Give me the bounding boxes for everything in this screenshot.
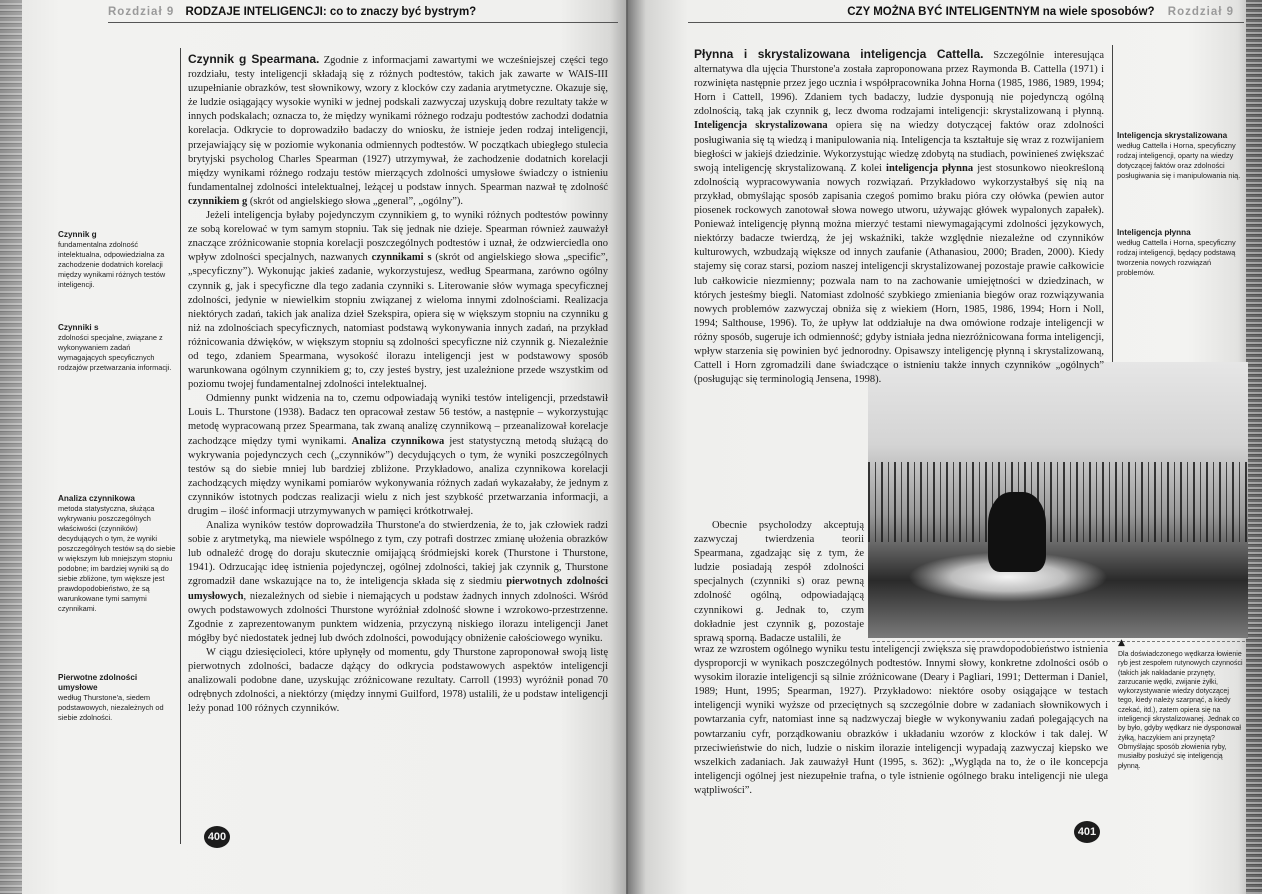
text-run: jest stosunkowo nieokreśloną zdolnością wypracowywania nowych rozwiązań. Przykładowo wykorzystałbyś się nią na przykład, obmyślając sposób zapisania czegoś pomimo braku pióra czy ołówka (pewien autor piosenek rockowych zanotował słowa nowego utworu, używając główek wypalonych zapałek). Ponieważ inteligencję płynną można mierzyć testami niewymagającymi zdolności językowych, niektórzy badacze twierdzą, że jej wskaźniki, także względnie niezależne od czynników kulturowych, wzbudzają większe od innych zaufanie (Athanasiou, 2000; Braden, 2000). Kiedy stajemy się coraz starsi, poziom naszej inteligencji skrystalizowanej pozostaje prawie całkowicie lub całkowicie niezmienny; pozwala nam to na zachowanie umiejętności w dziedzinach, w których jesteśmy biegli. Natomiast zdolność szybkiego zmieniania biegów oraz rozwiązywania nowych problemów zazwyczaj obniża się z wiekiem (Horn, 1985, 1986, 1994; Horn i Noll, 1994; Salthouse, 1996). To, że upływ lat oddziałuje na dwa omówione rodzaje inteligencji w różny sposób, sugeruje ich odmienność; gdyby istniała jedna niezróżnicowana forma inteligencji, wpływ starzenia się powinien być jednorodny. Opisawszy inteligencję płynną i skrystalizowaną, Cattell i Horn zgromadzili dane świadczące o istnieniu także innych czynników „ogólnych” (posługując się terminologią Jensena, 1998). [694,162,1105,386]
text-run: Zgodnie z informacjami zawartymi we wcześniejszej części tego rozdziału, testy inteligencji składają się z różnych podtestów, takich jak zawarte w WAIS-III uzupełnianie obrazków, test słownikowy, wzory z klocków czy zadania arytmetyczne. Okazuje się, że ludzie osiągający wysokie wyniki w jednej podskali zazwyczaj uzyskują dobre rezultaty także w innych podskalach; oznacza to, że między wynikami różnego rodzaju podtestów zachodzi dodatnia korelacja. Odkrycie to doprowadziło badaczy do wniosku, że istnieje jeden rodzaj inteligencji, przejawiający się w poziomie wykonania odmiennych podtestów. W początkach ubiegłego stulecia brytyjski psycholog Charles Spearman (1927) utrzymywał, że zachodzenie dodatnich korelacji między wynikami różnego rodzaju testów mierzących zdolności umysłowe świadczy o istnieniu fundamentalnej zdolności intelektualnej, leżącej u podstaw innych. Spearman nazwał tę zdolność [188,55,609,193]
right-body-text-below [694,643,1108,798]
text-run: (skrót od angielskiego słowa „general”, „ogólny”). [247,195,463,207]
bold-term: Inteligencja skrystalizowana [694,120,828,132]
margin-note-body: według Cattella i Horna, specyficzny rodzaj inteligencji, będący podstawą tworzenia nowych rozwiązań problemów. [1117,238,1236,277]
right-body-text [694,47,1104,387]
margin-note-title: Inteligencja skrystalizowana [1117,131,1228,140]
margin-note-czynniki-s [58,323,176,373]
paragraph-runs [188,647,608,714]
body-paragraph [188,392,608,519]
right-column-divider [1112,45,1113,365]
text-run: jest statystyczną metodą służącą do wykrywania pojedynczych cech („czynników”) decydujących o tym, że wyniki poszczególnych testów są do siebie mniej lub bardziej zbliżone. Przykładowo, analiza czynnikowa korelacji zachodzących między wynikami pomiarów wykonywania różnych zadań wykazałaby, że jednym z czynników istotnych podczas realizacji wielu z nich jest szybkość przetwarzania informacji, a drugim – ilość informacji utrzymywanych w pamięci krótkotrwałej. [188,435,608,517]
margin-note-pierwotne-zdolnosci [58,673,176,723]
text-run: Szczególnie interesująca alternatywa dla ujęcia Thurstone'a została zaproponowana przez Raymonda B. Cattella (1971) i rozwinięta następnie przez jego ucznia i współpracownika Johna Horna (1985, 1986, 1989, 1994; Horn i Cattell, 1996). Zdaniem tych badaczy, ludzie dysponują nie pojedynczą ogólną zdolnością, taką jak czynnik g, lecz dwoma rodzajami inteligencji: skrystalizowaną i płynną. [694,50,1104,118]
left-header-title: RODZAJE INTELIGENCJI: co to znaczy być bystrym? [185,6,477,18]
bold-term: pierwotnych zdolności umysłowych [188,576,608,602]
margin-note-skrystalizowana [1117,131,1245,181]
left-running-header [108,6,476,18]
left-page-edge [0,0,22,894]
margin-note-plynna [1117,228,1245,278]
paragraph-runs [188,55,608,207]
body-paragraph-continued: wraz ze wzrostem ogólnego wyniku testu inteligencji zwiększa się prawdopodobieństwo istnienia dysproporcji w wynikach poszczególnych podtestów. Innymi słowy, konkretne zdolności osób o wysokim ilorazie inteligencji są silnie zróżnicowane (Deary i Pagliari, 1991; Detterman i Daniel, 1989; Hunt, 1995; Spearman, 1927). Przykładowo: niektóre osoby osiągające w testach inteligencji wyniki wyższe od przeciętnych są szczególnie dobre w zadaniach słownikowych i powtarzania cyfr, natomiast inne są nadzwyczaj biegłe w wykonywaniu zadań polegających na powtarzaniu cyfr, porządkowaniu obrazków i układaniu wzorów z klocków i tak dalej. W przeciwieństwie do nich, ludzie o niskim ilorazie inteligencji wypadają zazwyczaj kiepsko we wszelkich zadaniach. Jak zauważył Hunt (1995, s. 362): „Wygląda na to, że o ile koncepcja inteligencji ogólnej jest niezupełnie trafna, o tyle istnienie ogólnego braku inteligencji nie ulega wątpliwości”. [694,644,1108,796]
right-header-chapter: Rozdział 9 [1167,6,1234,18]
paragraph-runs [694,50,1104,385]
text-run: , niezależnych od siebie i niemających u podstaw żadnych innych zdolności. Wśród owych podstawowych zdolności Thurstone wyróżniał zdolność słowne i wzrokowo-przestrzenne. Zgodnie z zaprezentowanym punktem widzenia, przyczyną niskiego ilorazu inteligencji Janet mógłby być niedostatek jednej lub dwóch zdolności, powodujący obniżenie całościowego wyniku. [188,590,608,644]
paragraph-runs [188,393,608,517]
left-column-divider [180,48,181,844]
margin-note-body: zdolności specjalne, związane z wykonywaniem zadań wymagających specyficznych rodzajów przetwarzania informacji. [58,333,172,372]
text-run: Odmienny punkt widzenia na to, czemu odpowiadają wyniki testów inteligencji, przedstawił Louis L. Thurstone (1938). Badacz ten opracował zestaw 56 testów, a następnie – wykorzystując metodę wypracowaną przez Spearmana, tak zwaną analizę czynnikową – przeanalizował korelacje zachodzące między tymi wynikami. [188,393,608,447]
right-page-edge [1246,0,1262,894]
text-run: W ciągu dziesięcioleci, które upłynęły od momentu, gdy Thurstone zaproponował swoją listę pierwotnych zdolności, badacze dążący do odkrycia podstawowych aspektów inteligencji analizowali podobne dane, uzyskując zróżnicowane rezultaty. Carroll (1993) wyróżnił ponad 70 odrębnych zdolności, a niektórzy (między innymi Guilford, 1978) ustalili, że u podstaw inteligencji leży ponad 100 różnych czynników. [188,646,608,715]
paragraph-runs [188,520,608,644]
right-header-title: CZY MOŻNA BYĆ INTELIGENTNYM na wiele sposobów? [847,6,1155,18]
text-run: Analiza wyników testów doprowadziła Thurstone'a do stwierdzenia, że to, jak człowiek radzi sobie z arytmetyką, ma niewiele wspólnego z tym, czy potrafi dostrzec zmianę ułożenia obrazków lub odnaleźć drogę do doraju skutecznie omijającą śródmiejski korek (Thurstone i Thurstone, 1941). Odrzucając ideę istnienia pojedynczej, ogólnej zdolności, takiej jak czynnik g, Thurstone zgromadził dane wskazujące na to, że inteligencja składa się z siedmiu [188,520,608,588]
paragraph-runs [188,210,608,390]
body-paragraph [188,519,608,646]
text-run: opiera się na wiedzy dotyczącej faktów oraz zdolności posługiwania się tą wiedzą i manipulowania nią. Inteligencja ta kształtuje się wraz z rozwijaniem biegłości w jakiejś dziedzinie. Wykorzystując wiedzę zdobytą na studiach, powinieneś zwiększać swoją inteligencję skrystalizowaną. Z kolei [694,120,1104,174]
margin-note-body: fundamentalna zdolność intelektualna, odpowiedzialna za zachodzenie dodatnich korelacji między wynikami różnych testów inteligencji. [58,240,166,289]
margin-note-title: Analiza czynnikowa [58,494,135,503]
photo-caption: Dla doświadczonego wędkarza łowienie ryb jest zespołem rutynowych czynności (takich jak nakładanie przynęty, zarzucanie wędki, zwijanie żyłki, wykorzystywanie wiedzy dotyczącej tego, kiedy należy szarpnąć, a kiedy czekać, itd.), zatem opiera się na inteligencji skrystalizowanej. Jednak co by było, gdyby wędkarz nie dysponował żyłką, haczykiem ani przynętą? Obmyślając sposób złowienia ryby, musiałby posłużyć się inteligencją płynną. [1118,651,1243,770]
bold-term: Analiza czynnikowa [351,435,445,447]
body-paragraph-second [694,519,864,646]
margin-note-title: Inteligencja płynna [1117,228,1191,237]
section-lead: Płynna i skrystalizowana inteligencja Cattella. [694,47,984,61]
page-number-right: 401 [1074,821,1100,843]
right-running-header [847,6,1242,18]
margin-note-body: według Thurstone'a, siedem podstawowych, niezależnych od siebie zdolności. [58,693,164,722]
right-header-rule [688,22,1244,23]
caption-arrow-icon: ▲ [1118,638,1125,648]
bold-term: czynnikami s [371,252,432,264]
fisherman-photo [868,362,1248,638]
text-run: (skrót od angielskiego słowa „specific”, „specyficzny”). Wykonując jakieś zadanie, wykorzystujesz, według Spearmana, zarówno ogólny czynnik g, jak i specyficzne dla tego zadania czynniki s. Literowanie słów wymaga specyficznej zdolności, jedynie w niewielkim stopniu związanej z wieloma innymi zdolnościami. Realizacja niektórych zadań, takich jak analiza dzieł Szekspira, opiera się w większym stopniu na czynniku g niż na zdolnościach specyficznych, natomiast podstawą wykonywania innych zadań, na przykład różnicowania dźwięków, w większym stopniu są zdolności specyficzne niż czynnik g. Niezależnie od tego, zdaniem Spearmana, wysokość ilorazu inteligencji jest w podstawowy sposób warunkowana ogólnym czynnikiem g; to, czy jesteś bystry, jest uzależnione przede wszystkim od poziomu twojej fundamentalnej zdolności intelektualnej. [188,252,608,391]
body-paragraph [188,646,608,716]
text-run: Obecnie psycholodzy akceptują zazwyczaj twierdzenia teorii Spearmana, zgadzając się z tym, że ludzie posiadają zespół zdolności specjalnych (czynniki s) oraz pewną zdolność ogólną, odpowiadającą czynnikowi g. Jednak to, czym dokładnie jest czynnik g, pozostaje sprawą sporną. Badacze ustalili, że [694,520,864,644]
bold-term: czynnikiem g [188,195,248,207]
margin-note-body: według Cattella i Horna, specyficzny rodzaj inteligencji, oparty na wiedzy dotyczącej faktów oraz zdolności posługiwania się i manipulowania nią. [1117,141,1241,180]
margin-note-title: Czynniki s [58,323,99,332]
photo-fisherman [988,492,1046,572]
body-paragraph [188,209,608,392]
section-lead: Czynnik g Spearmana. [188,52,320,66]
margin-note-analiza-czynnikowa [58,494,176,614]
margin-note-title: Pierwotne zdolności umysłowe [58,673,138,692]
photo-caption-rule [872,641,1245,642]
photo-reeds [868,462,1248,552]
right-body-text-wrap [694,519,864,646]
page-number-left: 400 [204,826,230,848]
bold-term: inteligencja płynna [886,162,974,174]
body-paragraph [188,52,608,209]
left-body-text [188,52,608,716]
left-header-rule [108,22,618,23]
body-paragraph [694,47,1104,387]
margin-note-body: metoda statystyczna, służąca wykrywaniu poszczególnych właściwości (czynników) decydujących o tym, że wyniki poszczególnych testów są do siebie w większym lub mniejszym stopniu podobne; im bardziej wyniki są do siebie zbliżone, tym większe jest prawdopodobieństwo, że są warunkowane tymi samymi czynnikami. [58,504,176,613]
left-header-chapter: Rozdział 9 [108,6,175,18]
margin-note-czynnik-g [58,230,176,290]
text-run: Jeżeli inteligencja byłaby pojedynczym czynnikiem g, to wyniki różnych podtestów powinny ze sobą korelować w tym samym stopniu. Tak się jednak nie dzieje. Spearman również zauważył znaczące zróżnicowanie stopnia korelacji poszczególnych podtestów i uznał, że odzwierciedla ono wpływ zdolności specjalnych, nazwanych [188,210,608,264]
margin-note-title: Czynnik g [58,230,97,239]
